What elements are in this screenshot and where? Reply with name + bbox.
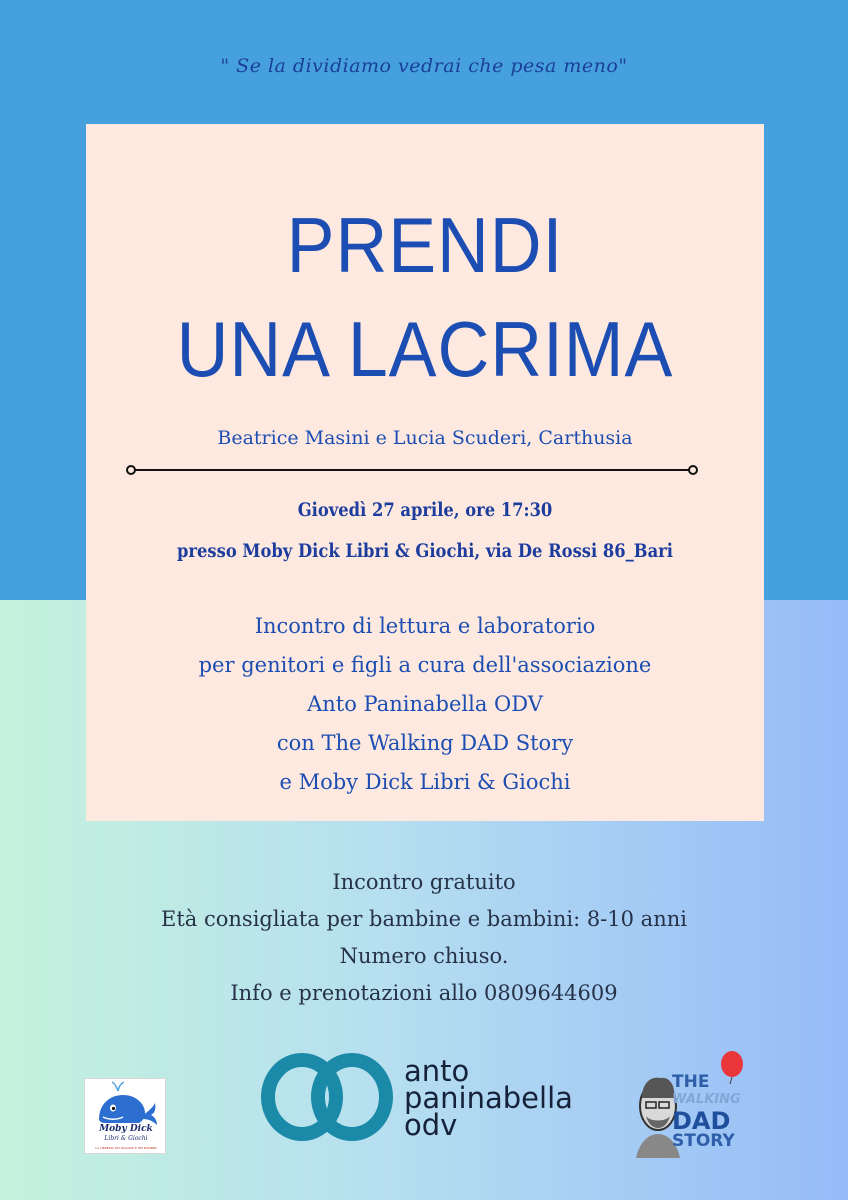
description-line: Anto Paninabella ODV bbox=[307, 692, 543, 716]
title-line-1: PRENDI bbox=[286, 201, 564, 289]
anto-line-2: paninabella bbox=[404, 1081, 573, 1115]
event-description bbox=[86, 607, 764, 802]
book-authors: Beatrice Masini e Lucia Scuderi, Carthusia bbox=[217, 427, 633, 449]
event-location: presso Moby Dick Libri & Giochi, via De Rossi 86_Bari bbox=[176, 540, 674, 562]
title-line-2: UNA LACRIMA bbox=[176, 305, 674, 393]
walking-dad: DAD bbox=[672, 1107, 731, 1135]
description-line: Incontro di lettura e laboratorio bbox=[254, 614, 596, 638]
anto-wordmark bbox=[404, 1054, 573, 1142]
event-card bbox=[86, 124, 764, 821]
quote-text: " Se la dividiamo vedrai che pesa meno" bbox=[220, 55, 628, 77]
description-line: e Moby Dick Libri & Giochi bbox=[279, 770, 571, 794]
info-line: Età consigliata per bambine e bambini: 8-10 anni bbox=[161, 907, 687, 931]
description-line: con The Walking DAD Story bbox=[276, 731, 574, 755]
divider-dot-right bbox=[688, 465, 698, 475]
anto-line-3: odv bbox=[404, 1108, 458, 1142]
divider-dot-left bbox=[126, 465, 136, 475]
interlocking-rings-icon bbox=[258, 1048, 398, 1146]
walking-the: THE bbox=[672, 1072, 710, 1092]
event-info bbox=[0, 864, 848, 1012]
ornamental-divider bbox=[126, 464, 698, 476]
walking-walking: WALKING bbox=[672, 1092, 741, 1107]
walking-story: STORY bbox=[672, 1131, 735, 1151]
event-date: Giovedì 27 aprile, ore 17:30 bbox=[297, 499, 553, 521]
description-line: per genitori e figli a cura dell'associazione bbox=[198, 653, 652, 677]
info-line: Numero chiuso. bbox=[339, 944, 509, 968]
whale-icon bbox=[85, 1079, 167, 1129]
moby-dick-logo bbox=[84, 1078, 166, 1154]
moby-dick-name: Moby Dick bbox=[99, 1124, 153, 1134]
divider-line bbox=[132, 469, 692, 471]
info-line: Info e prenotazioni allo 0809644609 bbox=[230, 981, 618, 1005]
walking-dad-story-logo bbox=[636, 1050, 748, 1160]
info-line: Incontro gratuito bbox=[332, 870, 516, 894]
anto-line-1: anto bbox=[404, 1054, 470, 1088]
moby-dick-tagline: LA LIBRERIA DEI RAGAZZI E DEI BAMBINI bbox=[95, 1146, 157, 1150]
moby-dick-subtitle: Libri & Giochi bbox=[104, 1135, 148, 1142]
anto-paninabella-logo bbox=[258, 1048, 598, 1146]
